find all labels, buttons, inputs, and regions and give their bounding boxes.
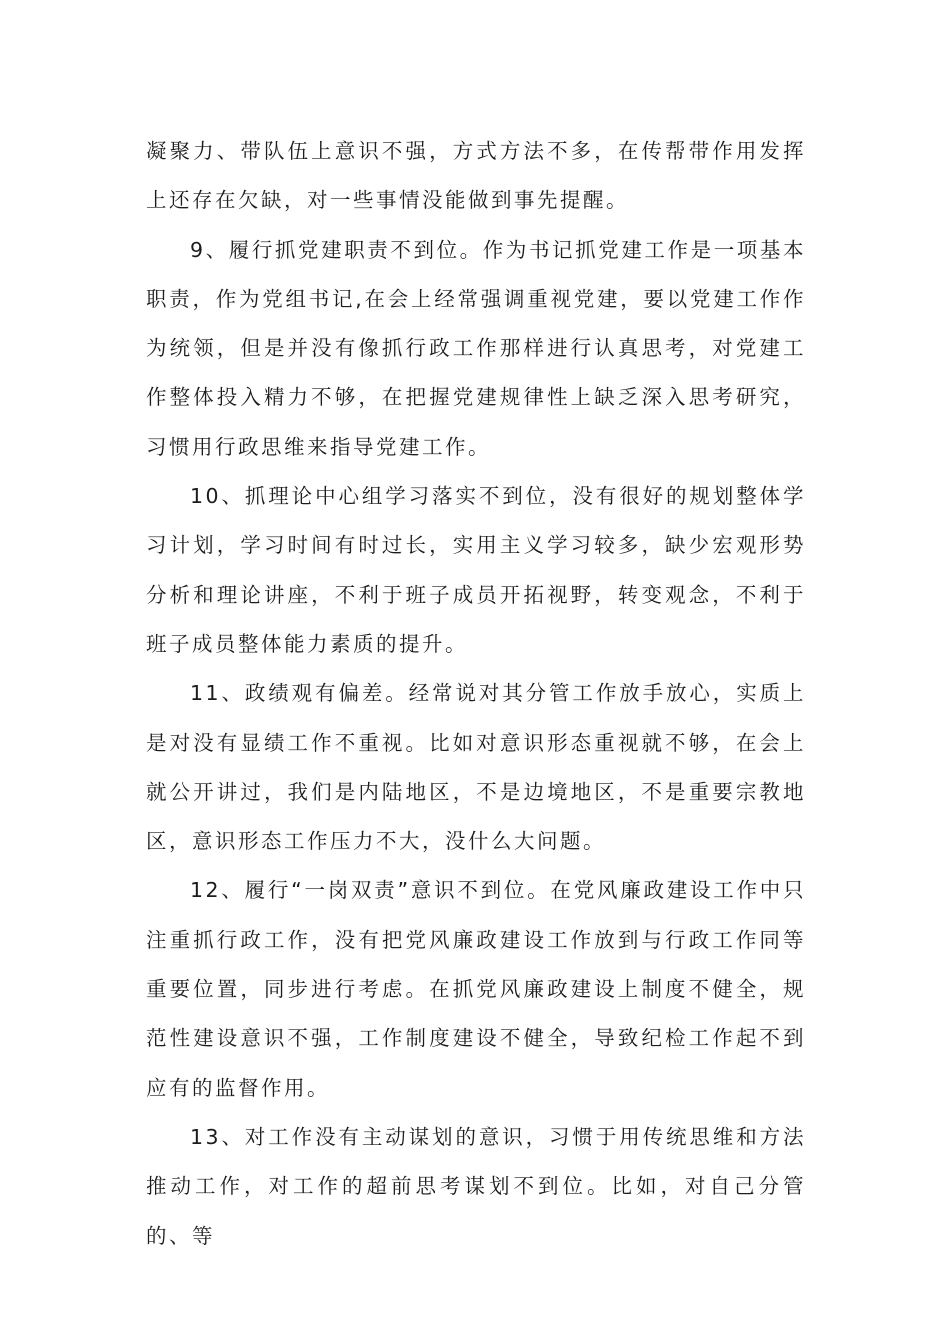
paragraph-item-12: 12、履行“一岗双责”意识不到位。在党风廉政建设工作中只注重抓行政工作，没有把党风廉政建设工作放到与行政工作同等重要位置，同步进行考虑。在抓党风廉政建设上制度不健全，规范性建设意识不强，工作制度建设不健全，导致纪检工作起不到应有的监督作用。 bbox=[146, 878, 806, 1100]
paragraph-item-13: 13、对工作没有主动谋划的意识，习惯于用传统思维和方法推动工作，对工作的超前思考谋划不到位。比如，对自己分管的、等 bbox=[146, 1124, 806, 1248]
paragraph-item-11: 11、政绩观有偏差。经常说对其分管工作放手放心，实质上是对没有显绩工作不重视。比如对意识形态重视就不够，在会上就公开讲过，我们是内陆地区，不是边境地区，不是重要宗教地区，意识形态工作压力不大，没什么大问题。 bbox=[146, 681, 806, 854]
document-body bbox=[146, 127, 806, 1261]
paragraph-item-10: 10、抓理论中心组学习落实不到位，没有很好的规划整体学习计划，学习时间有时过长，实用主义学习较多，缺少宏观形势分析和理论讲座，不利于班子成员开拓视野，转变观念，不利于班子成员整体能力素质的提升。 bbox=[146, 484, 806, 656]
paragraph-continuation: 凝聚力、带队伍上意识不强，方式方法不多，在传帮带作用发挥上还存在欠缺，对一些事情没能做到事先提醒。 bbox=[146, 139, 806, 213]
paragraph-item-9: 9、履行抓党建职责不到位。作为书记抓党建工作是一项基本职责，作为党组书记,在会上经常强调重视党建，要以党建工作作为统领，但是并没有像抓行政工作那样进行认真思考，对党建工作整体投入精力不够，在把握党建规律性上缺乏深入思考研究，习惯用行政思维来指导党建工作。 bbox=[146, 237, 806, 459]
